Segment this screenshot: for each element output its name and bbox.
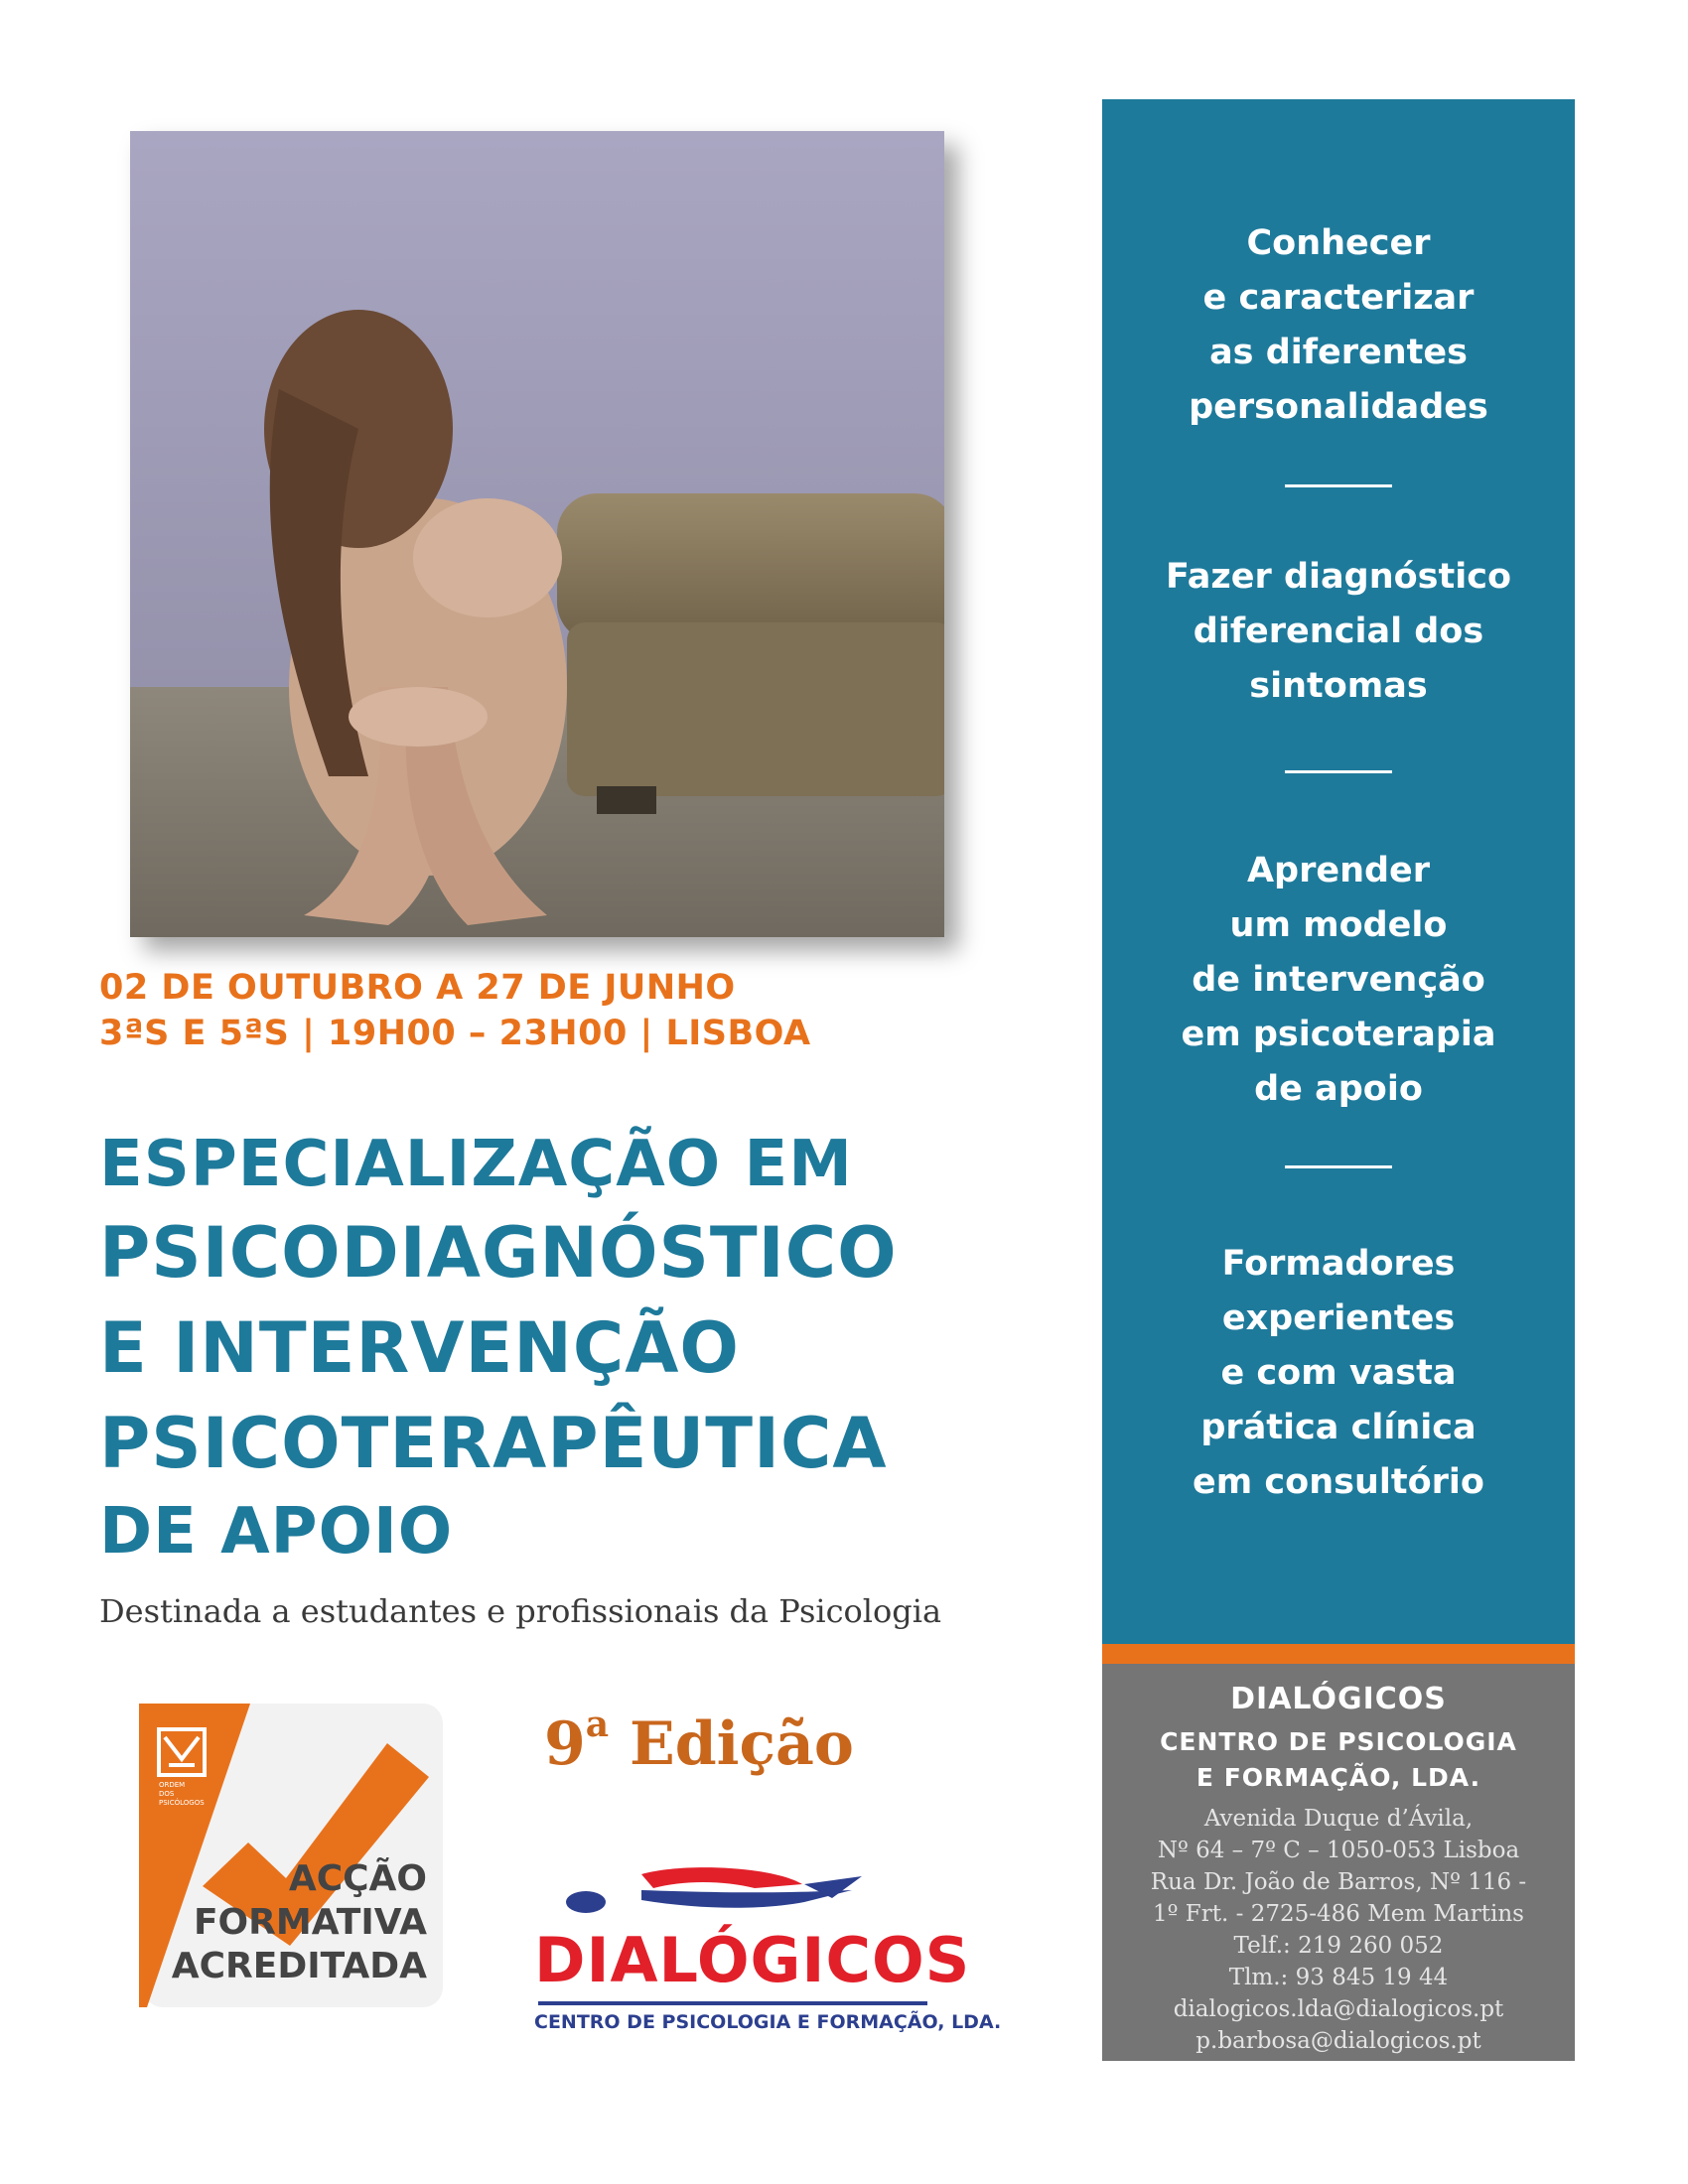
benefit-block-1 <box>1102 216 1575 435</box>
benefit-4-line-3: e com vasta <box>1220 1353 1457 1393</box>
address-line: 1º Frt. - 2725-486 Mem Martins <box>1153 1901 1524 1927</box>
hero-photo <box>130 131 944 937</box>
contact-company-line-1: CENTRO DE PSICOLOGIA <box>1160 1727 1517 1756</box>
badge-org-line-1: ORDEM <box>159 1781 186 1789</box>
course-title <box>99 1124 898 1572</box>
contact-address <box>1102 1803 1575 2057</box>
phone-line: Telf.: 219 260 052 <box>1233 1933 1444 1959</box>
benefit-2-line-3: sintomas <box>1249 666 1428 706</box>
benefit-block-2 <box>1102 550 1575 714</box>
benefit-block-4 <box>1102 1237 1575 1510</box>
benefit-4-line-4: prática clínica <box>1200 1408 1477 1447</box>
title-line-3: E INTERVENÇÃO <box>99 1307 740 1389</box>
address-line: Rua Dr. João de Barros, Nº 116 - <box>1150 1869 1527 1895</box>
badge-line-2: FORMATIVA <box>193 1902 427 1943</box>
schedule-dates: 02 DE OUTUBRO A 27 DE JUNHO <box>99 968 736 1008</box>
title-line-2: PSICODIAGNÓSTICO <box>99 1212 898 1294</box>
schedule <box>99 965 811 1056</box>
badge-line-1: ACÇÃO <box>288 1858 427 1899</box>
badge-org-line-3: PSICÓLOGOS <box>159 1799 205 1807</box>
edition-ordinal: a <box>585 1704 610 1745</box>
benefits-sidebar <box>1102 99 1575 1644</box>
benefit-3-line-2: um modelo <box>1229 905 1448 945</box>
title-line-1: ESPECIALIZAÇÃO EM <box>99 1128 853 1201</box>
benefit-2-line-2: diferencial dos <box>1193 612 1484 651</box>
accreditation-badge <box>139 1704 443 2011</box>
benefit-3-line-5: de apoio <box>1254 1069 1423 1109</box>
photo-illustration <box>130 131 944 937</box>
badge-org-line-2: DOS <box>159 1790 175 1798</box>
schedule-times: 3ªS E 5ªS | 19H00 – 23H00 | LISBOA <box>99 1014 811 1053</box>
logo-subtitle: CENTRO DE PSICOLOGIA E FORMAÇÃO, LDA. <box>534 2011 1002 2033</box>
sidebar-divider <box>1285 1165 1392 1168</box>
benefit-2-line-1: Fazer diagnóstico <box>1165 557 1512 597</box>
contact-panel <box>1102 1664 1575 2061</box>
mobile-line: Tlm.: 93 845 19 44 <box>1228 1965 1449 1990</box>
logo-emblem-icon <box>534 1854 931 1924</box>
sidebar-divider <box>1285 484 1392 487</box>
benefit-3-line-4: em psicoterapia <box>1181 1015 1496 1054</box>
benefit-4-line-1: Formadores <box>1221 1244 1456 1284</box>
logo-divider <box>538 2001 927 2005</box>
edition-number: 9 <box>544 1709 586 1779</box>
address-line: Nº 64 – 7º C – 1050-053 Lisboa <box>1157 1838 1520 1863</box>
edition-text: Edição <box>629 1709 854 1779</box>
title-line-4: PSICOTERAPÊUTICA <box>99 1403 888 1484</box>
benefit-4-line-5: em consultório <box>1193 1462 1484 1502</box>
address-line: Avenida Duque d’Ávila, <box>1203 1806 1474 1832</box>
benefit-3-line-3: de intervenção <box>1192 960 1485 1000</box>
benefit-3-line-1: Aprender <box>1246 851 1431 890</box>
email-link[interactable]: dialogicos.lda@dialogicos.pt <box>1173 1996 1504 2022</box>
benefit-1-line-3: as diferentes <box>1209 333 1468 372</box>
edition-label <box>544 1704 854 1779</box>
benefit-1-line-2: e caracterizar <box>1202 278 1475 318</box>
sidebar-accent-strip <box>1102 1644 1575 1664</box>
audience-text: Destinada a estudantes e profissionais da Psicologia <box>99 1592 942 1630</box>
dialogicos-logo <box>534 1854 1002 2043</box>
benefit-block-3 <box>1102 844 1575 1117</box>
benefit-1-line-1: Conhecer <box>1246 223 1431 263</box>
logo-wordmark: DIALÓGICOS <box>534 1924 971 1996</box>
contact-name: DIALÓGICOS <box>1230 1682 1447 1716</box>
sidebar-divider <box>1285 770 1392 773</box>
email-link[interactable]: p.barbosa@dialogicos.pt <box>1196 2028 1481 2054</box>
title-line-5: DE APOIO <box>99 1495 454 1569</box>
contact-company-line-2: E FORMAÇÃO, LDA. <box>1196 1763 1481 1792</box>
badge-line-3: ACREDITADA <box>171 1946 427 1986</box>
benefit-4-line-2: experientes <box>1221 1298 1456 1338</box>
benefit-1-line-4: personalidades <box>1189 387 1488 427</box>
